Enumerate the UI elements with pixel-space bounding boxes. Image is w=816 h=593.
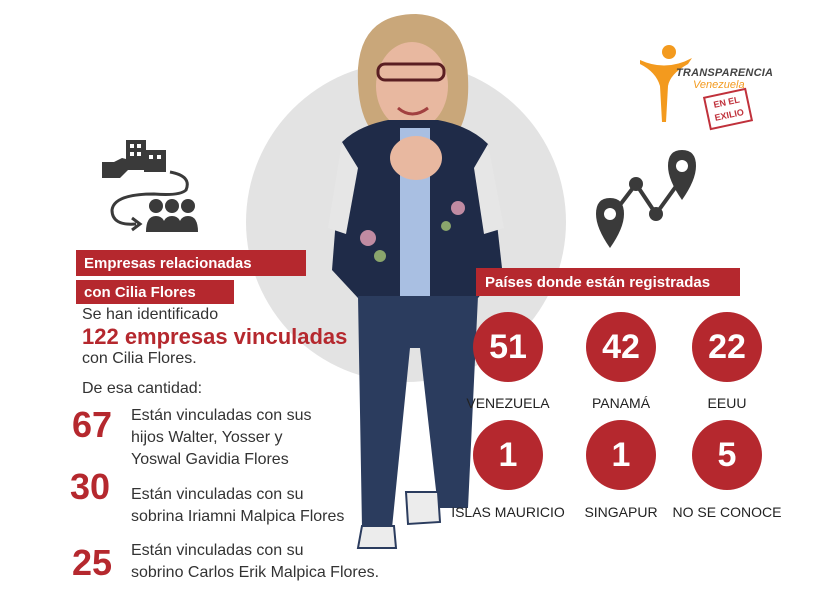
stat-description-line: Están vinculadas con su [131,486,304,503]
country-count-circle: 5 [692,420,762,490]
stat-description-line: hijos Walter, Yosser y [131,429,283,446]
intro-text: Se han identificado [82,306,219,323]
banner-countries: Países donde están registradas [476,268,740,296]
intro-highlight: 122 empresas vinculadas [82,324,348,349]
stat-description [131,484,344,528]
companies-network-icon [100,136,210,241]
stat-description [131,405,312,471]
country-label: NO SE CONOCE [672,504,782,520]
stat-number: 67 [72,404,113,445]
stat-description-line: Yoswal Gavidia Flores [131,451,289,468]
country-label: VENEZUELA [466,395,550,411]
stat-description-line: Están vinculadas con su [131,542,304,559]
logo-subtitle: Venezuela [693,79,745,91]
intro-text-end: con Cilia Flores. [82,350,197,367]
stat-number: 25 [72,542,113,583]
country-count-circle: 51 [473,312,543,382]
country-label: ISLAS MAURICIO [451,504,565,520]
country-label: SINGAPUR [584,504,658,520]
stat-description-line: sobrina Iriamni Malpica Flores [131,508,345,525]
transparencia-logo [636,42,776,132]
logo-figure-icon [636,42,696,122]
banner-companies-line1: Empresas relacionadas [76,250,306,276]
country-count-circle: 1 [586,420,656,490]
country-count-circle: 42 [586,312,656,382]
logo-title: TRANSPARENCIA [676,67,774,79]
stat-description-line: sobrino Carlos Erik Malpica Flores. [131,564,380,581]
stat-description [131,540,379,584]
route-map-pin-icon [588,148,704,258]
banner-companies-line2: con Cilia Flores [76,280,234,304]
country-count-circle: 1 [473,420,543,490]
logo-stamp: EN EL EXILIO [703,88,753,130]
intro-breakdown-label: De esa cantidad: [82,380,203,397]
country-count-circle: 22 [692,312,762,382]
country-label: PANAMÁ [591,395,651,411]
country-label: EEUU [707,395,747,411]
stat-number: 30 [70,466,111,507]
stat-description-line: Están vinculadas con sus [131,407,312,424]
